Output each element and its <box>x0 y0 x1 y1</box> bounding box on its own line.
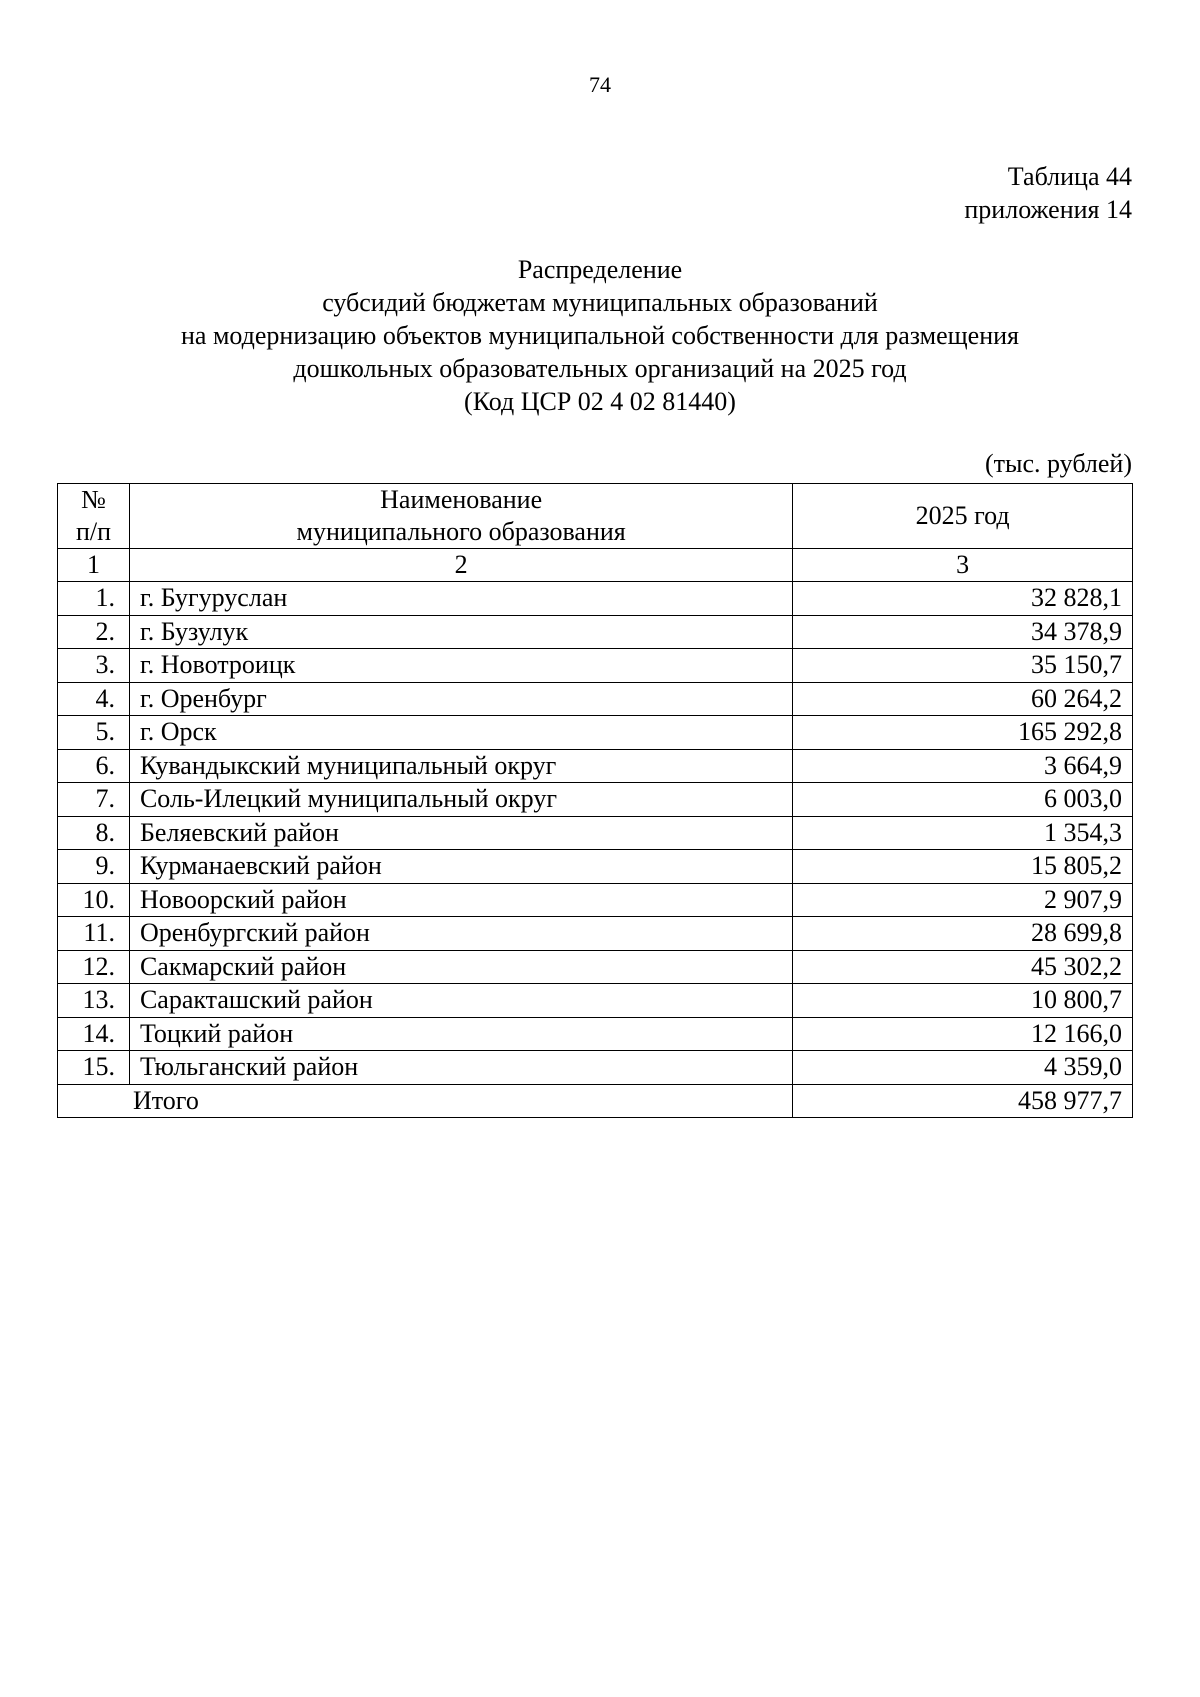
row-number: 2. <box>58 615 130 649</box>
row-number: 14. <box>58 1017 130 1051</box>
total-label: Итого <box>58 1084 793 1118</box>
amount-value: 32 828,1 <box>793 582 1133 616</box>
row-number: 4. <box>58 682 130 716</box>
municipality-name: Курманаевский район <box>129 850 792 884</box>
table-row <box>58 615 1133 649</box>
heading-line-1: Распределение <box>517 255 683 284</box>
total-row <box>58 1084 1133 1118</box>
table-row <box>58 783 1133 817</box>
table-ref-line-2: приложения 14 <box>964 195 1132 224</box>
table-ref-line-1: Таблица 44 <box>1007 162 1132 191</box>
header-number-line-1: № <box>81 485 106 514</box>
table-row <box>58 984 1133 1018</box>
row-number: 5. <box>58 716 130 750</box>
amount-value: 3 664,9 <box>793 749 1133 783</box>
column-number: 1 <box>58 549 130 582</box>
table-reference <box>964 160 1132 226</box>
amount-value: 4 359,0 <box>793 1051 1133 1085</box>
row-number: 6. <box>58 749 130 783</box>
municipality-name: г. Оренбург <box>129 682 792 716</box>
document-heading <box>0 253 1200 418</box>
amount-value: 12 166,0 <box>793 1017 1133 1051</box>
amount-value: 10 800,7 <box>793 984 1133 1018</box>
table-row <box>58 582 1133 616</box>
municipality-name: Соль-Илецкий муниципальный округ <box>129 783 792 817</box>
municipality-name: г. Бузулук <box>129 615 792 649</box>
amount-value: 15 805,2 <box>793 850 1133 884</box>
municipality-name: Беляевский район <box>129 816 792 850</box>
amount-value: 45 302,2 <box>793 950 1133 984</box>
amount-value: 2 907,9 <box>793 883 1133 917</box>
amount-value: 60 264,2 <box>793 682 1133 716</box>
table-row <box>58 1051 1133 1085</box>
units-label: (тыс. рублей) <box>984 449 1132 478</box>
municipality-name: Оренбургский район <box>129 917 792 951</box>
row-number: 12. <box>58 950 130 984</box>
table-row <box>58 749 1133 783</box>
amount-value: 34 378,9 <box>793 615 1133 649</box>
subsidy-table <box>57 483 1133 1118</box>
table-row <box>58 716 1133 750</box>
municipality-name: Кувандыкский муниципальный округ <box>129 749 792 783</box>
municipality-name: Тоцкий район <box>129 1017 792 1051</box>
table-row <box>58 850 1133 884</box>
table-row <box>58 917 1133 951</box>
row-number: 7. <box>58 783 130 817</box>
total-value: 458 977,7 <box>793 1084 1133 1118</box>
header-name-line-1: Наименование <box>380 485 543 514</box>
row-number: 9. <box>58 850 130 884</box>
municipality-name: г. Орск <box>129 716 792 750</box>
table-header <box>58 484 1133 549</box>
heading-line-5: (Код ЦСР 02 4 02 81440) <box>464 387 736 416</box>
row-number: 10. <box>58 883 130 917</box>
header-year: 2025 год <box>793 484 1133 549</box>
header-number-line-2: п/п <box>75 517 112 546</box>
municipality-name: Тюльганский район <box>129 1051 792 1085</box>
amount-value: 35 150,7 <box>793 649 1133 683</box>
header-name-line-2: муниципального образования <box>296 517 626 546</box>
header-row <box>58 484 1133 549</box>
row-number: 11. <box>58 917 130 951</box>
table-row <box>58 649 1133 683</box>
municipality-name: Сакмарский район <box>129 950 792 984</box>
row-number: 13. <box>58 984 130 1018</box>
header-number <box>58 484 130 549</box>
amount-value: 28 699,8 <box>793 917 1133 951</box>
table-row <box>58 682 1133 716</box>
municipality-name: г. Новотроицк <box>129 649 792 683</box>
table-row <box>58 816 1133 850</box>
page-number: 74 <box>589 72 611 97</box>
municipality-name: Саракташский район <box>129 984 792 1018</box>
row-number: 3. <box>58 649 130 683</box>
table-row <box>58 950 1133 984</box>
table-row <box>58 1017 1133 1051</box>
amount-value: 6 003,0 <box>793 783 1133 817</box>
heading-line-4: дошкольных образовательных организаций на 2025 год <box>293 354 907 383</box>
municipality-name: г. Бугуруслан <box>129 582 792 616</box>
heading-line-3: на модернизацию объектов муниципальной собственности для размещения <box>181 321 1019 350</box>
header-name <box>129 484 792 549</box>
table-row <box>58 883 1133 917</box>
amount-value: 165 292,8 <box>793 716 1133 750</box>
column-number: 3 <box>793 549 1133 582</box>
row-number: 8. <box>58 816 130 850</box>
column-numbers-row <box>58 549 1133 582</box>
table-body <box>58 549 1133 1118</box>
amount-value: 1 354,3 <box>793 816 1133 850</box>
row-number: 15. <box>58 1051 130 1085</box>
row-number: 1. <box>58 582 130 616</box>
heading-line-2: субсидий бюджетам муниципальных образований <box>322 288 878 317</box>
municipality-name: Новоорский район <box>129 883 792 917</box>
column-number: 2 <box>129 549 792 582</box>
